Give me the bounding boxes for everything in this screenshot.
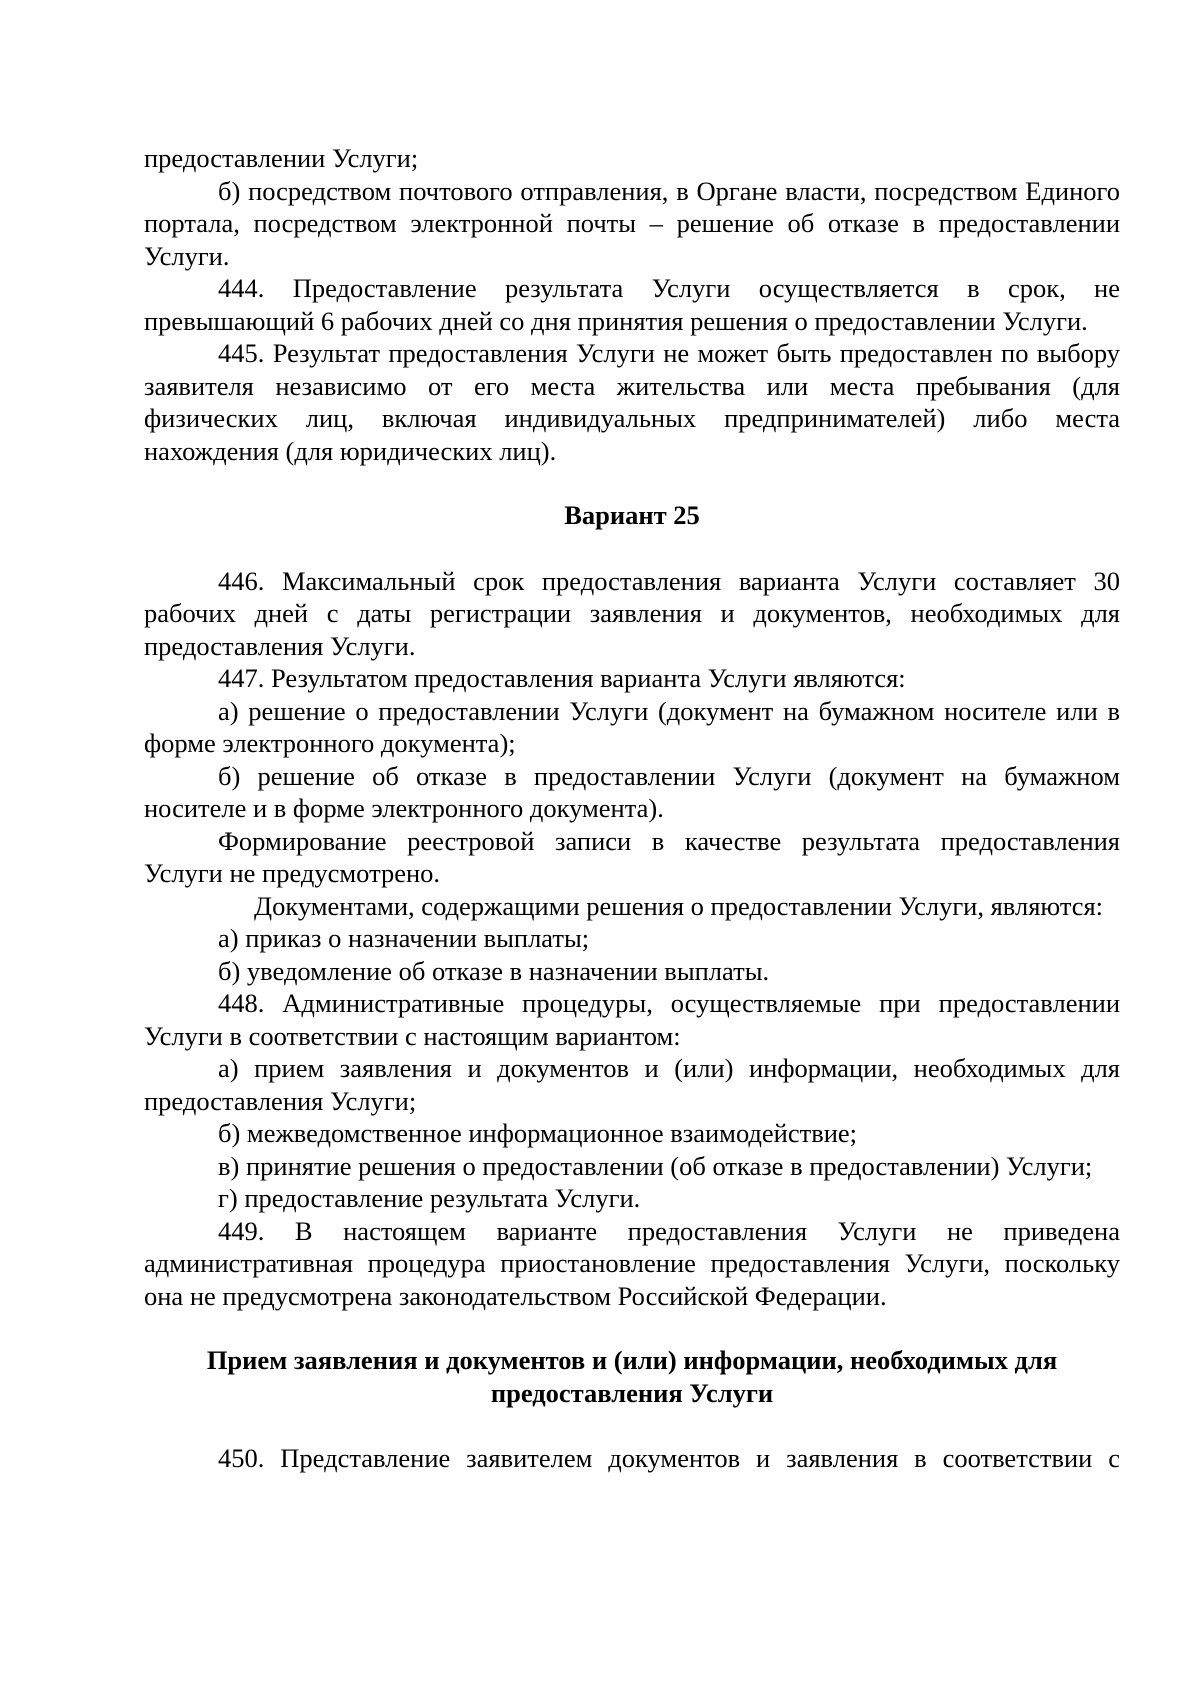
document-body (144, 142, 1120, 1475)
paragraph-continuation: предоставлении Услуги; (144, 143, 419, 173)
paragraph-registry-record: Формирование реестровой записи в качестве результата предоставления Услуги не предусмотрено. (144, 825, 1120, 888)
heading-section-line-2: предоставления Услуги (490, 1377, 774, 1408)
paragraph-448-g: г) предоставление результата Услуги. (218, 1183, 641, 1213)
paragraph-445: 445. Результат предоставления Услуги не может быть предоставлен по выбору заявителя независимо от его места жительства или места пребывания (для физических лиц, включая индивидуальных предпринимателей) либо места нахождения (для юридических лиц). (144, 338, 1120, 466)
paragraph-446: 446. Максимальный срок предоставления варианта Услуги составляет 30 рабочих дней с даты регистрации заявления и документов, необходимых для предоставления Услуги. (144, 565, 1120, 661)
paragraph-449: 449. В настоящем варианте предоставления Услуги не приведена административная процедура приостановление предоставления Услуги, поскольку она не предусмотрена законодательством Российской Федерации. (144, 1215, 1120, 1311)
paragraph-decision-doc-b: б) уведомление об отказе в назначении выплаты. (218, 955, 770, 986)
paragraph-444: 444. Предоставление результата Услуги осуществляется в срок, не превышающий 6 рабочих дней со дня принятия решения о предоставлении Услуги. (144, 273, 1120, 336)
heading-section-line-1: Прием заявления и документов и (или) информации, необходимых для (206, 1345, 1058, 1375)
heading-variant-25: Вариант 25 (564, 500, 700, 530)
paragraph-447-a: а) решение о предоставлении Услуги (документ на бумажном носителе или в форме электронного документа); (144, 695, 1120, 758)
paragraph-447: 447. Результатом предоставления варианта Услуги являются: (218, 663, 906, 693)
paragraph-448-v: в) принятие решения о предоставлении (об отказе в предоставлении) Услуги; (218, 1150, 1093, 1181)
paragraph-448-b: б) межведомственное информационное взаимодействие; (218, 1118, 858, 1148)
paragraph-item-b-delivery: б) посредством почтового отправления, в Органе власти, посредством Единого портала, посредством электронной почты – решение об отказе в предоставлении Услуги. (144, 175, 1120, 271)
paragraph-447-b: б) решение об отказе в предоставлении Услуги (документ на бумажном носителе и в форме электронного документа). (144, 760, 1120, 823)
paragraph-decision-documents: Документами, содержащими решения о предоставлении Услуги, являются: (254, 890, 1104, 921)
paragraph-450: 450. Представление заявителем документов и заявления в соответствии с (218, 1443, 1120, 1473)
paragraph-448: 448. Административные процедуры, осуществляемые при предоставлении Услуги в соответствии с настоящим вариантом: (144, 988, 1120, 1051)
heading-section-reception (144, 1344, 1120, 1409)
paragraph-448-a: а) прием заявления и документов и (или) информации, необходимых для предоставления Услуги; (144, 1053, 1120, 1116)
paragraph-decision-doc-a: а) приказ о назначении выплаты; (218, 923, 590, 953)
